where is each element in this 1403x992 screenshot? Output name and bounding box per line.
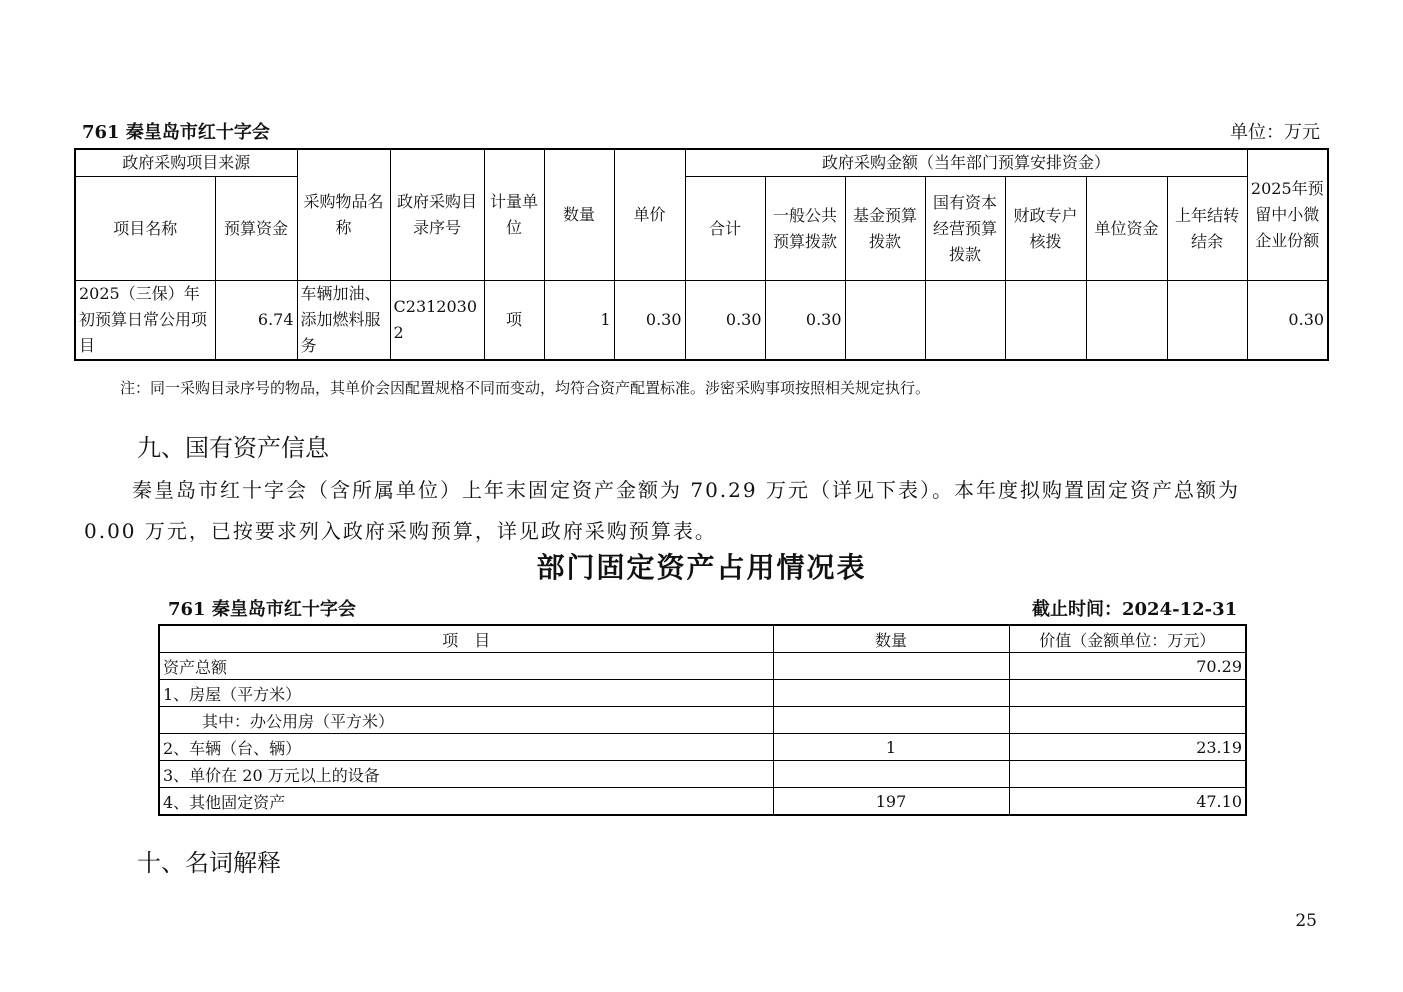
header-fiscal-account: 财政专户核拨 <box>1005 177 1086 281</box>
assets-table <box>158 624 1247 816</box>
asset-value <box>1009 680 1246 707</box>
asset-quantity: 1 <box>773 734 1009 761</box>
cell-quantity: 1 <box>544 281 614 361</box>
asset-quantity <box>773 761 1009 788</box>
cell-sme-reserve: 0.30 <box>1247 281 1328 361</box>
asset-item: 4、其他固定资产 <box>159 788 773 816</box>
asset-quantity <box>773 707 1009 734</box>
header-catalog-no: 政府采购目录序号 <box>390 149 484 281</box>
cell-item-name: 车辆加油、添加燃料服务 <box>297 281 390 361</box>
asset-quantity <box>773 653 1009 680</box>
cell-fiscal-account <box>1005 281 1086 361</box>
assets-header-value: 价值（金额单位：万元） <box>1009 625 1246 653</box>
cell-unit-price: 0.30 <box>614 281 685 361</box>
asset-value: 47.10 <box>1009 788 1246 816</box>
header-unit-price: 单价 <box>614 149 685 281</box>
asset-value: 70.29 <box>1009 653 1246 680</box>
section-10-heading: 十、名词解释 <box>137 849 281 877</box>
cell-project-name: 2025（三保）年初预算日常公用项目 <box>75 281 215 361</box>
header-state-capital: 国有资本经营预算拨款 <box>925 177 1005 281</box>
procurement-note: 注：同一采购目录序号的物品，其单价会因配置规格不同而变动，均符合资产配置标准。涉密采购事项按照相关规定执行。 <box>120 379 931 397</box>
table-row <box>159 788 1246 816</box>
asset-quantity <box>773 680 1009 707</box>
asset-item: 资产总额 <box>159 653 773 680</box>
header-quantity: 数量 <box>544 149 614 281</box>
cell-total: 0.30 <box>685 281 765 361</box>
assets-date-label: 截止时间：2024-12-31 <box>1032 599 1238 620</box>
cell-measure-unit: 项 <box>484 281 544 361</box>
header-total: 合计 <box>685 177 765 281</box>
procurement-org-label: 761 秦皇岛市红十字会 <box>82 122 270 143</box>
section-9-paragraph-line-1: 秦皇岛市红十字会（含所属单位）上年末固定资产金额为 70.29 万元（详见下表）。本年度拟购置固定资产总额为 <box>132 478 1240 502</box>
asset-item: 3、单价在 20 万元以上的设备 <box>159 761 773 788</box>
asset-quantity: 197 <box>773 788 1009 816</box>
assets-header-quantity: 数量 <box>773 625 1009 653</box>
header-budget-funds: 预算资金 <box>215 177 297 281</box>
header-project-name: 项目名称 <box>75 177 215 281</box>
table-row <box>159 680 1246 707</box>
header-amount-group: 政府采购金额（当年部门预算安排资金） <box>685 149 1247 177</box>
header-item-name: 采购物品名称 <box>297 149 390 281</box>
asset-value <box>1009 707 1246 734</box>
asset-value <box>1009 761 1246 788</box>
header-sme-reserve: 2025年预留中小微企业份额 <box>1247 149 1328 281</box>
header-general-budget: 一般公共预算拨款 <box>765 177 845 281</box>
cell-unit-funds <box>1086 281 1167 361</box>
table-row <box>159 707 1246 734</box>
header-fund-budget: 基金预算拨款 <box>845 177 925 281</box>
cell-catalog-no: C23120302 <box>390 281 484 361</box>
cell-carryover <box>1167 281 1247 361</box>
table-row <box>159 734 1246 761</box>
assets-table-title: 部门固定资产占用情况表 <box>536 551 867 584</box>
page-number: 25 <box>1295 911 1317 931</box>
procurement-unit-label: 单位：万元 <box>1230 122 1320 143</box>
asset-value: 23.19 <box>1009 734 1246 761</box>
cell-budget-funds: 6.74 <box>215 281 297 361</box>
assets-org-label: 761 秦皇岛市红十字会 <box>168 599 356 620</box>
asset-item: 1、房屋（平方米） <box>159 680 773 707</box>
cell-general-budget: 0.30 <box>765 281 845 361</box>
section-9-paragraph-line-2: 0.00 万元，已按要求列入政府采购预算，详见政府采购预算表。 <box>84 519 717 543</box>
header-unit-funds: 单位资金 <box>1086 177 1167 281</box>
asset-item: 2、车辆（台、辆） <box>159 734 773 761</box>
header-carryover: 上年结转结余 <box>1167 177 1247 281</box>
section-9-heading: 九、国有资产信息 <box>137 434 329 462</box>
table-row <box>159 761 1246 788</box>
table-row <box>159 653 1246 680</box>
header-source-group: 政府采购项目来源 <box>75 149 297 177</box>
cell-fund-budget <box>845 281 925 361</box>
header-measure-unit: 计量单位 <box>484 149 544 281</box>
assets-header-item: 项 目 <box>159 625 773 653</box>
procurement-table <box>74 148 1329 361</box>
asset-item: 其中：办公用房（平方米） <box>159 707 773 734</box>
cell-state-capital <box>925 281 1005 361</box>
